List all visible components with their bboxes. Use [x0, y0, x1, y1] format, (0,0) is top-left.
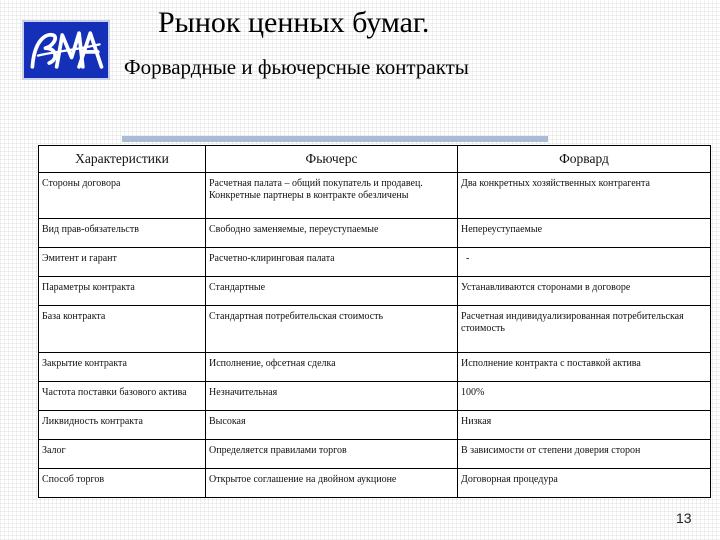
accent-rule [122, 136, 548, 142]
characteristic-cell: База контракта [39, 306, 206, 352]
forward-cell: Устанавливаются сторонами в договоре [458, 277, 711, 306]
futures-cell: Свободно заменяемые, переуступаемые [206, 219, 458, 248]
futures-cell: Расчетно-клиринговая палата [206, 248, 458, 277]
futures-cell: Исполнение, офсетная сделка [206, 352, 458, 381]
header-characteristics: Характеристики [39, 146, 206, 173]
table-row [39, 468, 711, 497]
logo-emblem-icon [24, 22, 108, 78]
table-row [39, 410, 711, 439]
table-header-row [39, 146, 711, 173]
forward-cell: - [458, 248, 711, 277]
futures-cell: Определяется правилами торгов [206, 439, 458, 468]
futures-cell: Незначительная [206, 381, 458, 410]
forward-cell: В зависимости от степени доверия сторон [458, 439, 711, 468]
comparison-table [38, 145, 711, 498]
characteristic-cell: Способ торгов [39, 468, 206, 497]
forward-cell: Расчетная индивидуализированная потребительская стоимость [458, 306, 711, 352]
slide-subtitle: Форвардные и фьючерсные контракты [124, 55, 469, 79]
table-row [39, 277, 711, 306]
forward-cell: Исполнение контракта с поставкой актива [458, 352, 711, 381]
header-forward: Форвард [458, 146, 711, 173]
table-row [39, 306, 711, 352]
slide-title: Рынок ценных бумаг. [158, 6, 430, 39]
table-row [39, 173, 711, 219]
page-number: 13 [676, 510, 692, 526]
futures-cell: Стандартная потребительская стоимость [206, 306, 458, 352]
futures-cell: Высокая [206, 410, 458, 439]
characteristic-cell: Эмитент и гарант [39, 248, 206, 277]
forward-cell: Непереуступаемые [458, 219, 711, 248]
characteristic-cell: Стороны договора [39, 173, 206, 219]
characteristic-cell: Закрытие контракта [39, 352, 206, 381]
forward-cell: Два конкретных хозяйственных контрагента [458, 173, 711, 219]
table-row [39, 248, 711, 277]
forward-cell: Договорная процедура [458, 468, 711, 497]
forward-cell: 100% [458, 381, 711, 410]
characteristic-cell: Вид прав-обязательств [39, 219, 206, 248]
characteristic-cell: Параметры контракта [39, 277, 206, 306]
table-row [39, 352, 711, 381]
futures-cell: Открытое соглашение на двойном аукционе [206, 468, 458, 497]
futures-cell: Стандартные [206, 277, 458, 306]
forward-cell: Низкая [458, 410, 711, 439]
table-row [39, 219, 711, 248]
table-row [39, 439, 711, 468]
characteristic-cell: Ликвидность контракта [39, 410, 206, 439]
futures-cell: Расчетная палата – общий покупатель и продавец. Конкретные партнеры в контракте обезличены [206, 173, 458, 219]
logo [22, 20, 110, 80]
table-row [39, 381, 711, 410]
characteristic-cell: Частота поставки базового актива [39, 381, 206, 410]
header-futures: Фьючерс [206, 146, 458, 173]
characteristic-cell: Залог [39, 439, 206, 468]
